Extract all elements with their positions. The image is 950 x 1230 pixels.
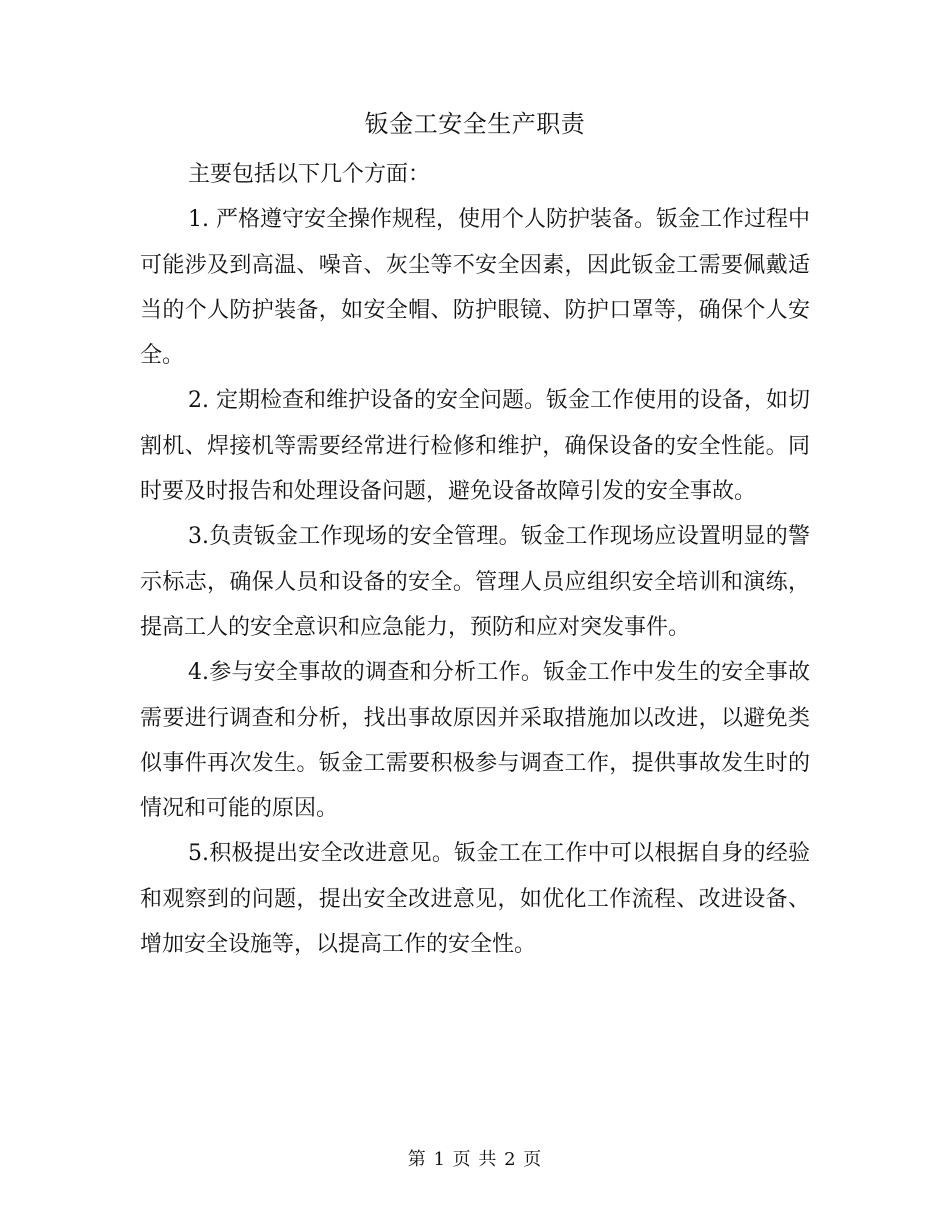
paragraph-item-1: 1. 严格遵守安全操作规程，使用个人防护装备。钣金工作过程中可能涉及到高温、噪音、灰尘等不安全因素，因此钣金工需要佩戴适当的个人防护装备，如安全帽、防护眼镜、防护口罩等，确保个人安全。 — [140, 207, 810, 369]
paragraph-item-5: 5.积极提出安全改进意见。钣金工在工作中可以根据自身的经验和观察到的问题，提出安全改进意见，如优化工作流程、改进设备、增加安全设施等，以提高工作的安全性。 — [140, 841, 810, 958]
paragraph-item-3: 3.负责钣金工作现场的安全管理。钣金工作现场应设置明显的警示标志，确保人员和设备的安全。管理人员应组织安全培训和演练，提高工人的安全意识和应急能力，预防和应对突发事件。 — [140, 524, 810, 640]
document-title: 钣金工安全生产职责 — [364, 110, 586, 138]
paragraph-item-4: 4.参与安全事故的调查和分析工作。钣金工作中发生的安全事故需要进行调查和分析，找出事故原因并采取措施加以改进，以避免类似事件再次发生。钣金工需要积极参与调查工作，提供事故发生时的情况和可能的原因。 — [140, 660, 810, 822]
document-body — [140, 152, 810, 967]
paragraph-item-2: 2. 定期检查和维护设备的安全问题。钣金工作使用的设备，如切割机、焊接机等需要经常进行检修和维护，确保设备的安全性能。同时要及时报告和处理设备问题，避免设备故障引发的安全事故。 — [140, 388, 810, 505]
page-number: 第 1 页 共 2 页 — [407, 1149, 543, 1170]
paragraph-intro: 主要包括以下几个方面： — [188, 162, 431, 187]
